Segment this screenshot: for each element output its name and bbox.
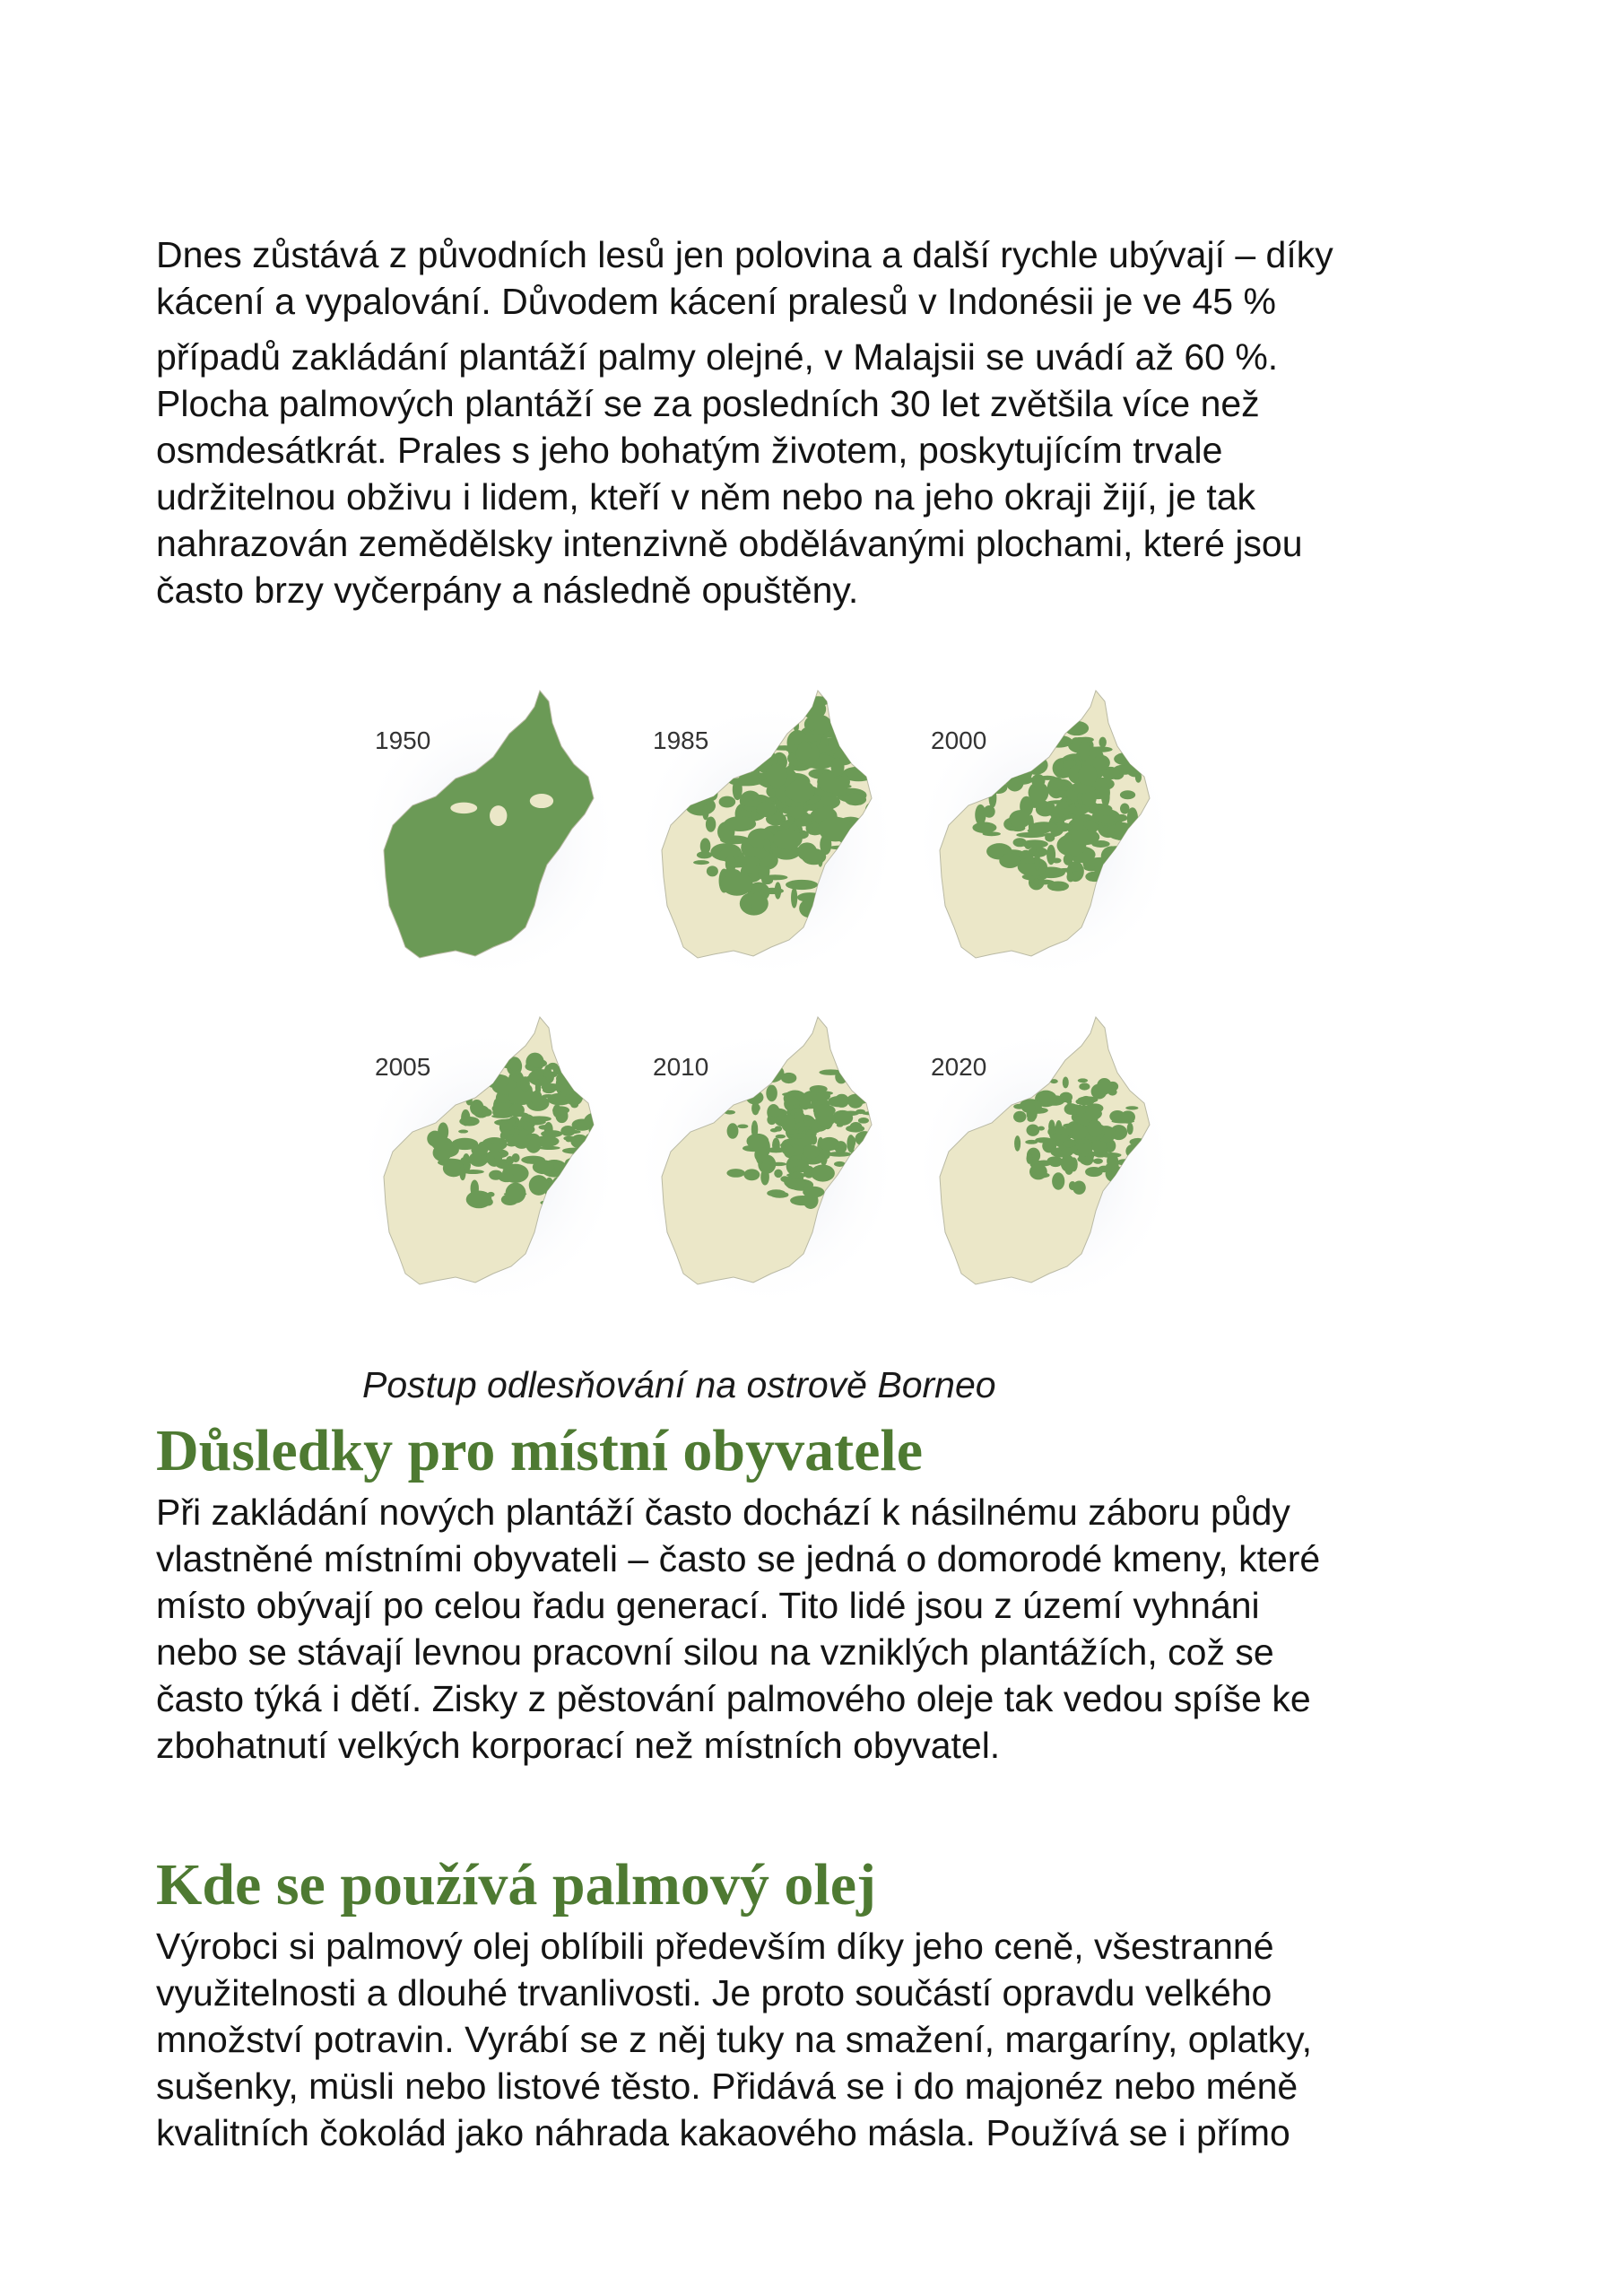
text-line: osmdesátkrát. Prales s jeho bohatým životem, poskytujícím trvale (156, 430, 1223, 471)
text-line: kvalitních čokolád jako náhrada kakaového másla. Používá se i přímo (156, 2112, 1290, 2153)
borneo-map-image (906, 997, 1175, 1302)
text-line: množství potravin. Vyrábí se z něj tuky na smažení, margaríny, oplatky, (156, 2019, 1312, 2060)
borneo-map-2005 (350, 997, 619, 1302)
text-line: Výrobci si palmový olej oblíbili především díky jeho ceně, všestranné (156, 1926, 1274, 1967)
text-line: nahrazován zemědělsky intenzivně obdělávanými plochami, které jsou (156, 523, 1303, 564)
borneo-map-image (906, 671, 1175, 976)
section-heading-local-people: Důsledky pro místní obyvatele (156, 1418, 924, 1483)
text-line: Dnes zůstává z původních lesů jen polovina a další rychle ubývají – díky (156, 234, 1333, 275)
deforestation-map-figure (350, 671, 1175, 1344)
text-line: vlastněné místními obyvateli – často se jedná o domorodé kmeny, které (156, 1538, 1321, 1579)
text-line: často týká i dětí. Zisky z pěstování palmového oleje tak vedou spíše ke (156, 1678, 1311, 1719)
text-line: Plocha palmových plantáží se za posledních 30 let zvětšila více než (156, 383, 1260, 424)
text-line: udržitelnou obživu i lidem, kteří v něm nebo na jeho okraji žijí, je tak (156, 476, 1256, 517)
borneo-map-image (350, 671, 619, 976)
section-paragraph-local-people (156, 1489, 1501, 1769)
borneo-map-2010 (628, 997, 897, 1302)
section-paragraph-palm-oil-usage (156, 1923, 1501, 2156)
borneo-map-2020 (906, 997, 1175, 1302)
map-year-label: 1950 (375, 726, 431, 754)
text-line: nebo se stávají levnou pracovní silou na vzniklých plantážích, což se (156, 1631, 1274, 1673)
borneo-map-image (350, 997, 619, 1302)
map-year-label: 2010 (653, 1053, 709, 1081)
intro-paragraph (156, 231, 1501, 613)
text-line: Při zakládání nových plantáží často dochází k násilnému záboru půdy (156, 1492, 1290, 1533)
section-heading-palm-oil-usage: Kde se používá palmový olej (156, 1852, 876, 1918)
map-year-label: 2000 (931, 726, 987, 754)
text-line: využitelnosti a dlouhé trvanlivosti. Je proto součástí opravdu velkého (156, 1972, 1272, 2013)
text-line: kácení a vypalování. Důvodem kácení pralesů v Indonésii je ve 45 % (156, 281, 1276, 322)
text-line: místo obývají po celou řadu generací. Tito lidé jsou z území vyhnáni (156, 1585, 1260, 1626)
figure-caption: Postup odlesňování na ostrově Borneo (362, 1364, 996, 1405)
text-line: sušenky, müsli nebo listové těsto. Přidává se i do majonéz nebo méně (156, 2066, 1298, 2107)
borneo-map-2000 (906, 671, 1175, 976)
borneo-map-1950 (350, 671, 619, 976)
text-line: zbohatnutí velkých korporací než místních obyvatel. (156, 1725, 1001, 1766)
map-year-label: 1985 (653, 726, 709, 754)
borneo-map-image (628, 671, 897, 976)
map-year-label: 2020 (931, 1053, 987, 1081)
borneo-map-1985 (628, 671, 897, 976)
text-line: případů zakládání plantáží palmy olejné, v Malajsii se uvádí až 60 %. (156, 336, 1279, 378)
map-year-label: 2005 (375, 1053, 431, 1081)
borneo-map-image (628, 997, 897, 1302)
text-line: často brzy vyčerpány a následně opuštěny. (156, 570, 859, 611)
